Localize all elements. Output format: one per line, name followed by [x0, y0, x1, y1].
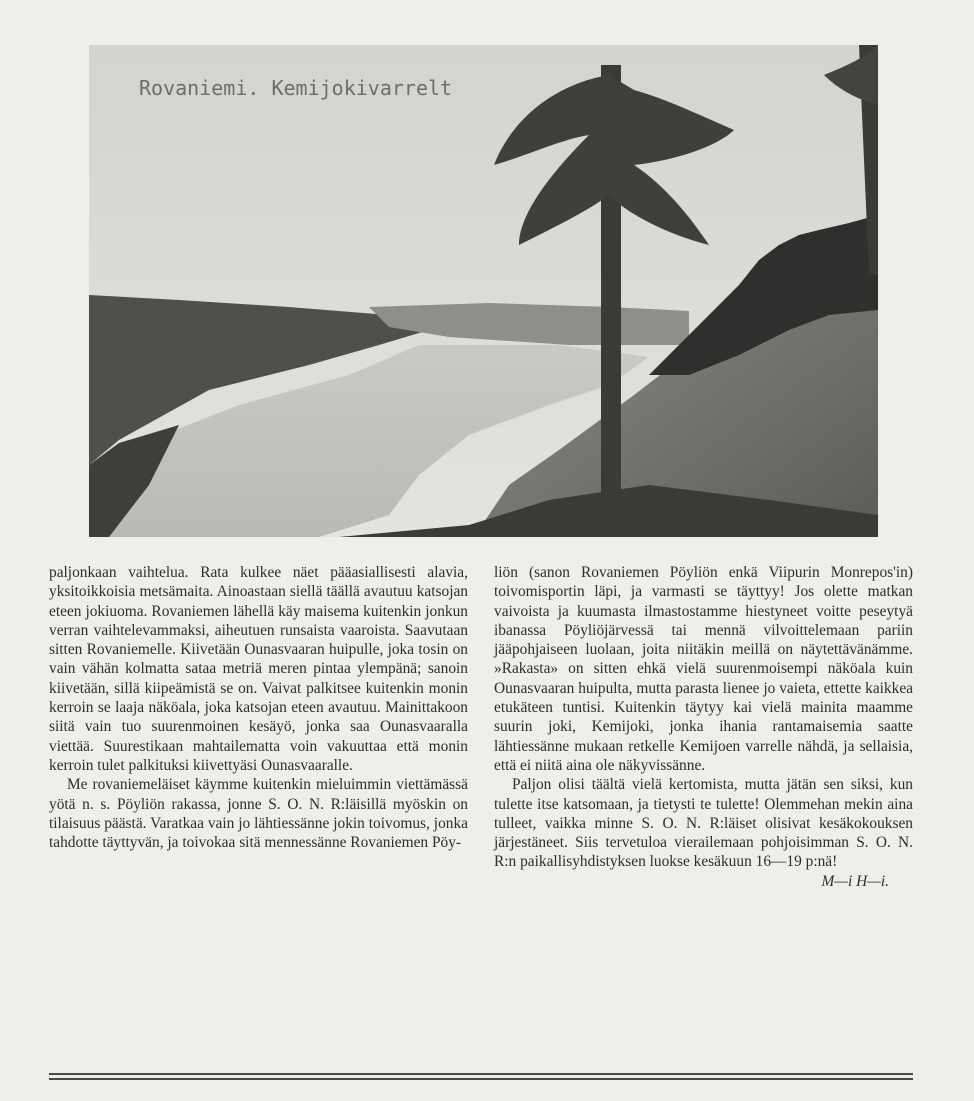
- photo-scene: [89, 45, 878, 537]
- right-column: [494, 563, 913, 891]
- photo-caption: Rovaniemi. Kemijokivarrelt: [139, 76, 453, 100]
- bottom-rule-1: [49, 1073, 913, 1075]
- right-paragraph-1: liön (sanon Rovaniemen Pöyliön enkä Viipurin Monrepos'in) toivomisportin läpi, ja varmasti se täyttyy! Jos olette matkan vaivoista ja kuumasta ilmastostamme hiestyneet voitte peseytyä ibanassa Pöyliöjärvessä tai mennä vilvoittelemaan pariin jääpohjaiseen luolaan, joita niitäkin meillä on näytettävänämme. »Rakasta» on sitten ehkä vielä suurenmoisempi näköala kuin Ounasvaaran huipulta, mutta parasta lienee jo vaieta, ettette kaikkea etukäteen tuntisi. Kuitenkin täytyy kai vielä mainita maamme suurin joki, Kemijoki, jonka ihania rantamaisemia saatte lähtiessänne mukaan retkelle Kemijoen varrelle nähdä, ja sellaisia, että ei niitä aina ole näkyvissänne.: [494, 564, 913, 774]
- landscape-photo: [89, 45, 878, 537]
- left-paragraph-1: paljonkaan vaihtelua. Rata kulkee näet pääasiallisesti alavia, yksitoikkoisia metsämaita. Ainoastaan siellä täällä avautuu katsojan eteen jokiuoma. Rovaniemen lähellä käy maisema kuitenkin jonkun verran vaihtelevammaksi, aiheutuen runsaista vaaroista. Saavutaan sitten Rovaniemelle. Kiivetään Ounasvaaran huipulle, joka tosin on vain vähän kolmatta sataa metriä meren pintaa ylempänä; sanoin kiivetään, sillä kiipeämistä se on. Vaivat palkitsee kuitenkin monin kerroin se laaja näköala, joka katsojan eteen avautuu. Mainittakoon siitä vain tuo suurenmoinen kesäyö, jonka saa Ounasvaaralla viettää. Suurestikaan mahtailematta voin vakuuttaa että monin kerroin tulet palkituksi kiivettyäsi Ounasvaaralle.: [49, 564, 468, 774]
- bottom-rule-2: [49, 1078, 913, 1080]
- left-paragraph-2: Me rovaniemeläiset käymme kuitenkin mieluimmin viettämässä yötä n. s. Pöyliön rakassa, jonne S. O. N. R:läisillä myöskin on tilaisuus päästä. Varatkaa vain jo lähtiessänne jokin toivomus, jonka tahdotte täyttyvän, ja toivokaa sitä mennessänne Rovaniemen Pöy-: [49, 776, 468, 852]
- signature: M—i H—i.: [821, 872, 889, 890]
- right-paragraph-2: Paljon olisi täältä vielä kertomista, mutta jätän sen siksi, kun tulette itse katsomaan, ja tietysti te tulette! Olemmehan mekin aina tulleet, vaikka minne S. O. N. R:läiset olisivat kesäkokouksen järjestäneet. Siis tervetuloa vierailemaan pohjoisimman S. O. N. R:n paikallisyhdistyksen luokse kesäkuun 16—19 p:nä!: [494, 776, 913, 871]
- left-column: [49, 563, 468, 852]
